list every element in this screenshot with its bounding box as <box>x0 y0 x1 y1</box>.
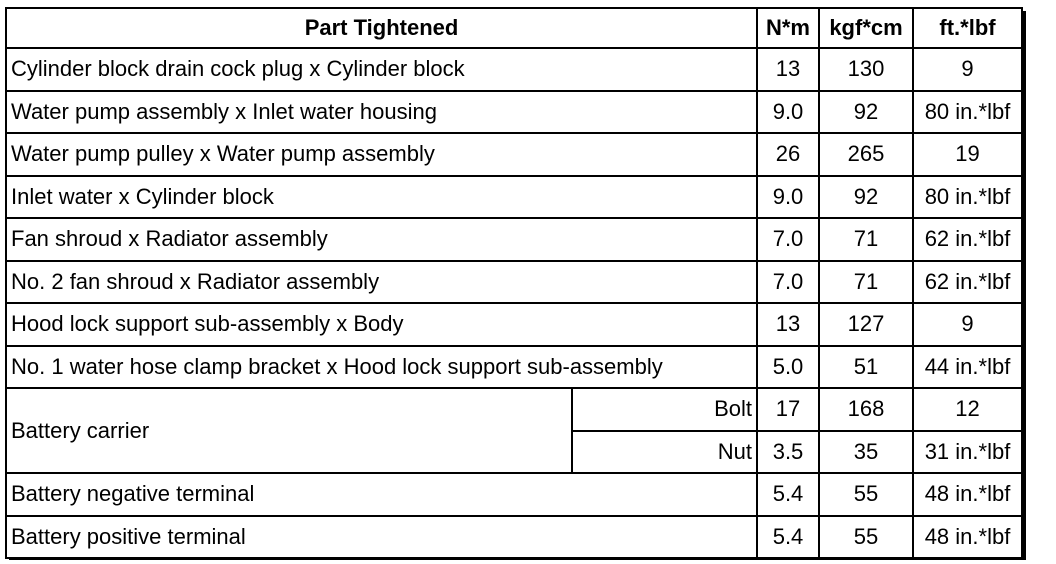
nm-cell: 9.0 <box>757 91 819 134</box>
table-row-battery-carrier-bolt <box>6 388 1022 431</box>
ftlbf-cell: 80 in.*lbf <box>913 91 1022 134</box>
kgfcm-cell: 71 <box>819 261 913 304</box>
table-header-row <box>6 8 1022 48</box>
ftlbf-cell: 31 in.*lbf <box>913 431 1022 474</box>
nm-cell: 5.0 <box>757 346 819 389</box>
nm-cell: 7.0 <box>757 261 819 304</box>
part-cell: Water pump assembly x Inlet water housing <box>6 91 757 134</box>
nm-cell: 13 <box>757 303 819 346</box>
ftlbf-cell: 62 in.*lbf <box>913 261 1022 304</box>
header-ftlbf: ft.*lbf <box>913 8 1022 48</box>
kgfcm-cell: 127 <box>819 303 913 346</box>
part-cell: Water pump pulley x Water pump assembly <box>6 133 757 176</box>
table-row <box>6 346 1022 389</box>
table-row <box>6 48 1022 91</box>
ftlbf-cell: 44 in.*lbf <box>913 346 1022 389</box>
sub-label-bolt: Bolt <box>572 388 757 431</box>
kgfcm-cell: 55 <box>819 473 913 516</box>
kgfcm-cell: 92 <box>819 91 913 134</box>
ftlbf-cell: 80 in.*lbf <box>913 176 1022 219</box>
part-cell-battery-carrier: Battery carrier <box>6 388 572 473</box>
kgfcm-cell: 168 <box>819 388 913 431</box>
part-cell: Hood lock support sub-assembly x Body <box>6 303 757 346</box>
kgfcm-cell: 35 <box>819 431 913 474</box>
kgfcm-cell: 92 <box>819 176 913 219</box>
part-cell: Inlet water x Cylinder block <box>6 176 757 219</box>
table-row <box>6 91 1022 134</box>
nm-cell: 26 <box>757 133 819 176</box>
table-row <box>6 218 1022 261</box>
ftlbf-cell: 62 in.*lbf <box>913 218 1022 261</box>
part-cell: No. 2 fan shroud x Radiator assembly <box>6 261 757 304</box>
nm-cell: 17 <box>757 388 819 431</box>
table-row <box>6 133 1022 176</box>
part-cell: Battery positive terminal <box>6 516 757 559</box>
nm-cell: 13 <box>757 48 819 91</box>
table-row <box>6 303 1022 346</box>
kgfcm-cell: 71 <box>819 218 913 261</box>
ftlbf-cell: 9 <box>913 48 1022 91</box>
table-row <box>6 516 1022 559</box>
table-row <box>6 176 1022 219</box>
ftlbf-cell: 48 in.*lbf <box>913 516 1022 559</box>
ftlbf-cell: 19 <box>913 133 1022 176</box>
part-cell: Fan shroud x Radiator assembly <box>6 218 757 261</box>
nm-cell: 5.4 <box>757 516 819 559</box>
part-cell: No. 1 water hose clamp bracket x Hood lock support sub-assembly <box>6 346 757 389</box>
sub-label-nut: Nut <box>572 431 757 474</box>
kgfcm-cell: 51 <box>819 346 913 389</box>
nm-cell: 5.4 <box>757 473 819 516</box>
nm-cell: 3.5 <box>757 431 819 474</box>
part-cell: Cylinder block drain cock plug x Cylinder block <box>6 48 757 91</box>
header-kgfcm: kgf*cm <box>819 8 913 48</box>
kgfcm-cell: 55 <box>819 516 913 559</box>
header-part-tightened: Part Tightened <box>6 8 757 48</box>
header-nm: N*m <box>757 8 819 48</box>
table-row <box>6 261 1022 304</box>
ftlbf-cell: 9 <box>913 303 1022 346</box>
torque-spec-table <box>5 7 1023 559</box>
ftlbf-cell: 12 <box>913 388 1022 431</box>
nm-cell: 9.0 <box>757 176 819 219</box>
kgfcm-cell: 130 <box>819 48 913 91</box>
table-row <box>6 473 1022 516</box>
part-cell: Battery negative terminal <box>6 473 757 516</box>
ftlbf-cell: 48 in.*lbf <box>913 473 1022 516</box>
nm-cell: 7.0 <box>757 218 819 261</box>
kgfcm-cell: 265 <box>819 133 913 176</box>
